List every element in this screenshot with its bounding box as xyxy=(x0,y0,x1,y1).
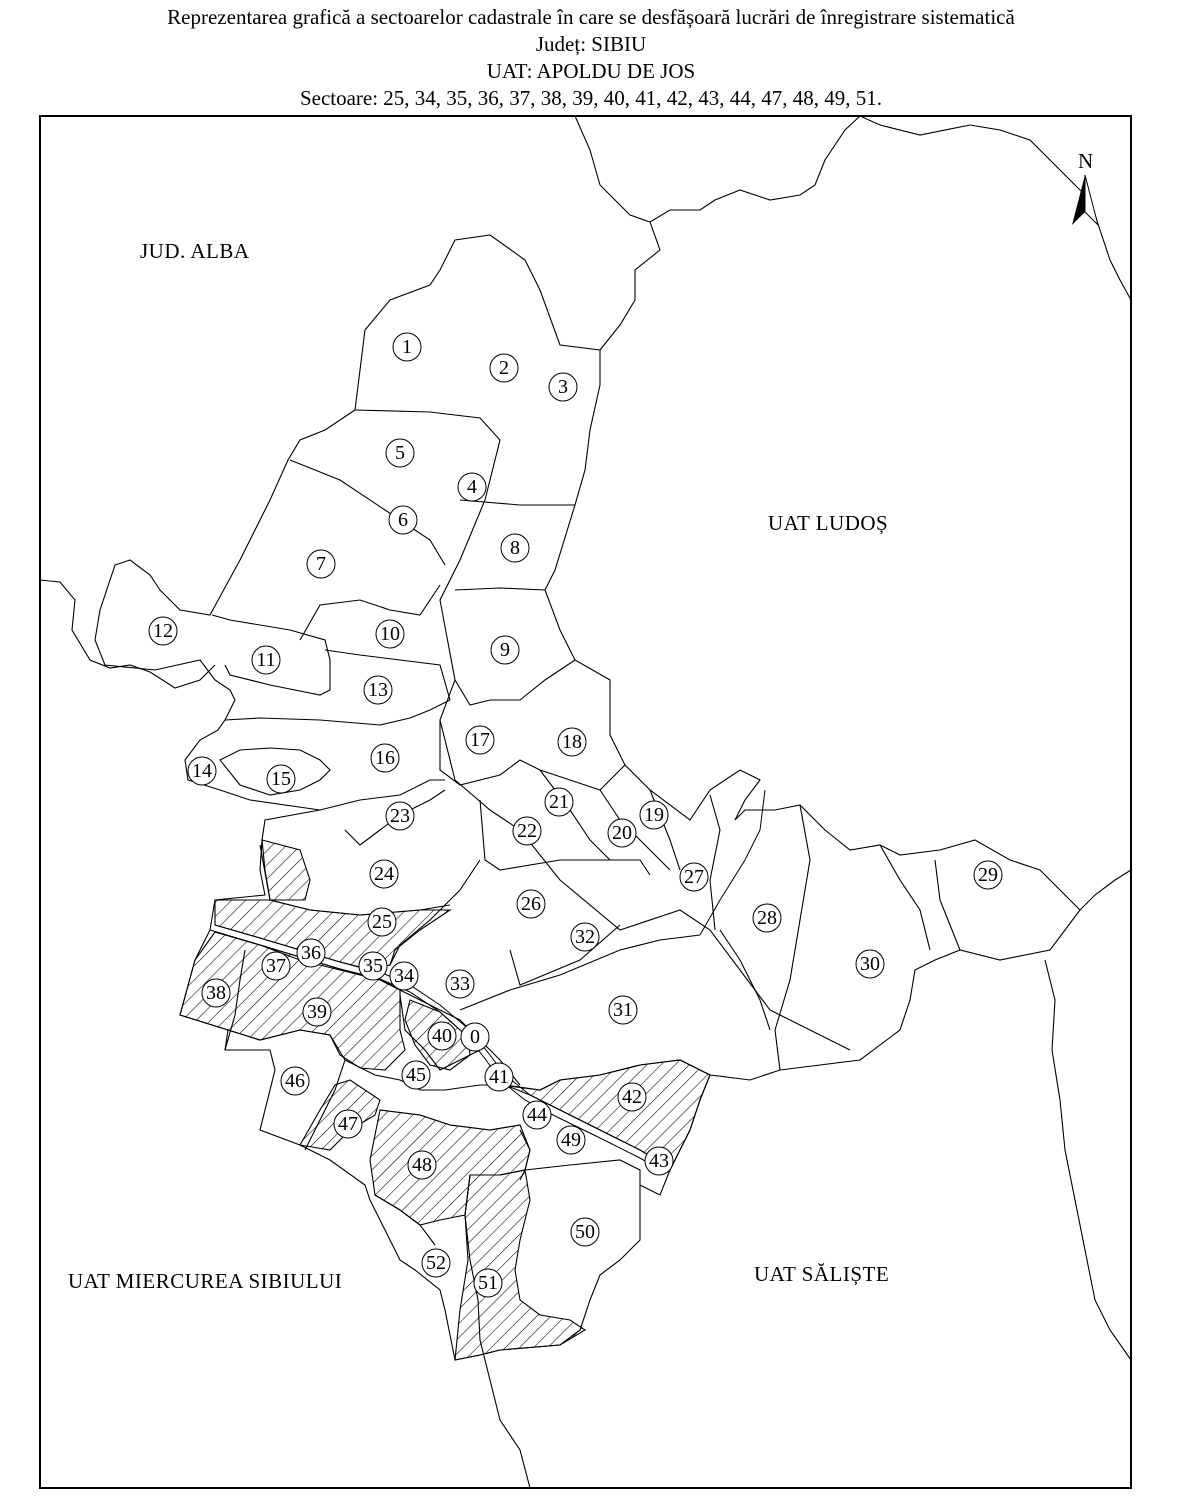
sector-number: 43 xyxy=(649,1150,669,1172)
sector-number: 41 xyxy=(489,1066,509,1088)
sector-label-45 xyxy=(402,1061,430,1089)
sector-label-6 xyxy=(389,506,417,534)
sector-label-28 xyxy=(753,904,781,932)
sector-label-17 xyxy=(466,726,494,754)
sector-label-39 xyxy=(303,998,331,1026)
sector-label-26 xyxy=(517,890,545,918)
sector-number: 51 xyxy=(478,1272,498,1294)
sector-number: 31 xyxy=(613,999,633,1021)
sector-number: 8 xyxy=(510,537,520,559)
sector-label-7 xyxy=(307,550,335,578)
sector-label-51 xyxy=(474,1269,502,1297)
county-line: Județ: SIBIU xyxy=(535,32,647,56)
sector-label-16 xyxy=(371,744,399,772)
sectors-line: Sectoare: 25, 34, 35, 36, 37, 38, 39, 40, 41, 42, 43, 44, 47, 48, 49, 51. xyxy=(299,86,883,110)
hatched-area-north xyxy=(262,840,310,900)
sector-number: 38 xyxy=(206,982,226,1004)
sector-number: 32 xyxy=(575,926,595,948)
sector-number: 0 xyxy=(470,1026,480,1048)
sector-label-8 xyxy=(501,534,529,562)
sector-number: 36 xyxy=(301,942,321,964)
sector-number: 9 xyxy=(500,639,510,661)
sector-number: 14 xyxy=(192,760,212,782)
sector-number: 35 xyxy=(363,955,383,977)
sector-number: 37 xyxy=(266,955,286,977)
sector-number: 26 xyxy=(521,893,541,915)
sector-label-4 xyxy=(458,473,486,501)
sector-label-43 xyxy=(645,1147,673,1175)
sector-number: 50 xyxy=(575,1221,595,1243)
north-arrow-icon xyxy=(1072,149,1098,225)
sector-number: 30 xyxy=(860,953,880,975)
sector-label-32 xyxy=(571,923,599,951)
sector-label-13 xyxy=(364,676,392,704)
region-label-miercurea: UAT MIERCUREA SIBIULUI xyxy=(68,1269,343,1293)
sector-number: 17 xyxy=(470,729,490,751)
uat-outline xyxy=(95,235,1080,1360)
sector-label-24 xyxy=(370,860,398,888)
sector-number: 40 xyxy=(432,1025,452,1047)
sector-number: 16 xyxy=(375,747,395,769)
sector-number: 20 xyxy=(612,822,632,844)
sector-label-41 xyxy=(485,1063,513,1091)
sector-number: 3 xyxy=(558,376,568,398)
sector-label-48 xyxy=(408,1151,436,1179)
sector-number: 18 xyxy=(562,731,582,753)
sector-number: 47 xyxy=(338,1113,358,1135)
sector-label-36 xyxy=(297,939,325,967)
sector-label-11 xyxy=(252,646,280,674)
sector-number: 10 xyxy=(380,623,400,645)
sector-label-38 xyxy=(202,979,230,1007)
sector-label-52 xyxy=(422,1249,450,1277)
sector-label-15 xyxy=(267,765,295,793)
sector-number: 28 xyxy=(757,907,777,929)
sector-number: 34 xyxy=(394,965,414,987)
sector-number: 39 xyxy=(307,1001,327,1023)
sector-label-42 xyxy=(618,1083,646,1111)
sector-number: 7 xyxy=(316,553,326,575)
sector-number: 42 xyxy=(622,1086,642,1108)
sector-number: 21 xyxy=(549,791,569,813)
sector-label-44 xyxy=(523,1101,551,1129)
sector-number: 11 xyxy=(256,649,276,671)
sector-label-31 xyxy=(609,996,637,1024)
sector-number: 5 xyxy=(395,442,405,464)
sector-label-35 xyxy=(359,952,387,980)
sector-label-0 xyxy=(461,1023,489,1051)
region-label-alba: JUD. ALBA xyxy=(140,239,250,263)
hatched-area-51 xyxy=(455,1170,585,1360)
sector-label-23 xyxy=(386,802,414,830)
sector-label-21 xyxy=(545,788,573,816)
sector-label-40 xyxy=(428,1022,456,1050)
sector-number: 27 xyxy=(684,866,704,888)
sector-label-33 xyxy=(446,970,474,998)
sector-label-5 xyxy=(386,439,414,467)
region-label-saliste: UAT SĂLIȘTE xyxy=(754,1262,890,1286)
sector-label-10 xyxy=(376,620,404,648)
sector-label-18 xyxy=(558,728,586,756)
sector-number: 12 xyxy=(153,620,173,642)
sector-number: 19 xyxy=(644,804,664,826)
sector-label-46 xyxy=(281,1067,309,1095)
sector-number: 44 xyxy=(527,1104,547,1126)
sector-label-30 xyxy=(856,950,884,978)
sector-label-3 xyxy=(549,373,577,401)
sector-number: 46 xyxy=(285,1070,305,1092)
sector-label-20 xyxy=(608,819,636,847)
sector-label-14 xyxy=(188,757,216,785)
sector-number: 52 xyxy=(426,1252,446,1274)
sector-number: 22 xyxy=(517,820,537,842)
region-label-ludos: UAT LUDOȘ xyxy=(768,511,889,535)
sector-label-12 xyxy=(149,617,177,645)
sector-label-9 xyxy=(491,636,519,664)
sector-number: 23 xyxy=(390,805,410,827)
sector-label-34 xyxy=(390,962,418,990)
sector-label-29 xyxy=(974,861,1002,889)
sector-label-2 xyxy=(490,354,518,382)
sector-number: 49 xyxy=(561,1129,581,1151)
sector-label-37 xyxy=(262,952,290,980)
sector-labels xyxy=(149,333,1002,1297)
sector-number: 4 xyxy=(467,476,477,498)
sector-number: 45 xyxy=(406,1064,426,1086)
sector-label-27 xyxy=(680,863,708,891)
sector-number: 25 xyxy=(372,911,392,933)
sector-label-19 xyxy=(640,801,668,829)
sector-label-22 xyxy=(513,817,541,845)
sector-number: 13 xyxy=(368,679,388,701)
sector-number: 29 xyxy=(978,864,998,886)
sector-number: 24 xyxy=(374,863,394,885)
sector-number: 2 xyxy=(499,357,509,379)
sector-label-1 xyxy=(393,333,421,361)
north-label: N xyxy=(1078,149,1094,173)
sector-label-25 xyxy=(368,908,396,936)
sector-number: 6 xyxy=(398,509,408,531)
sector-number: 1 xyxy=(402,336,412,358)
sector-label-47 xyxy=(334,1110,362,1138)
sector-label-49 xyxy=(557,1126,585,1154)
sector-number: 15 xyxy=(271,768,291,790)
map-title: Reprezentarea grafică a sectoarelor cadastrale în care se desfășoară lucrări de înregistrare sistematică xyxy=(167,5,1015,29)
sector-number: 48 xyxy=(412,1154,432,1176)
sector-number: 33 xyxy=(450,973,470,995)
uat-line: UAT: APOLDU DE JOS xyxy=(486,59,696,83)
sector-label-50 xyxy=(571,1218,599,1246)
